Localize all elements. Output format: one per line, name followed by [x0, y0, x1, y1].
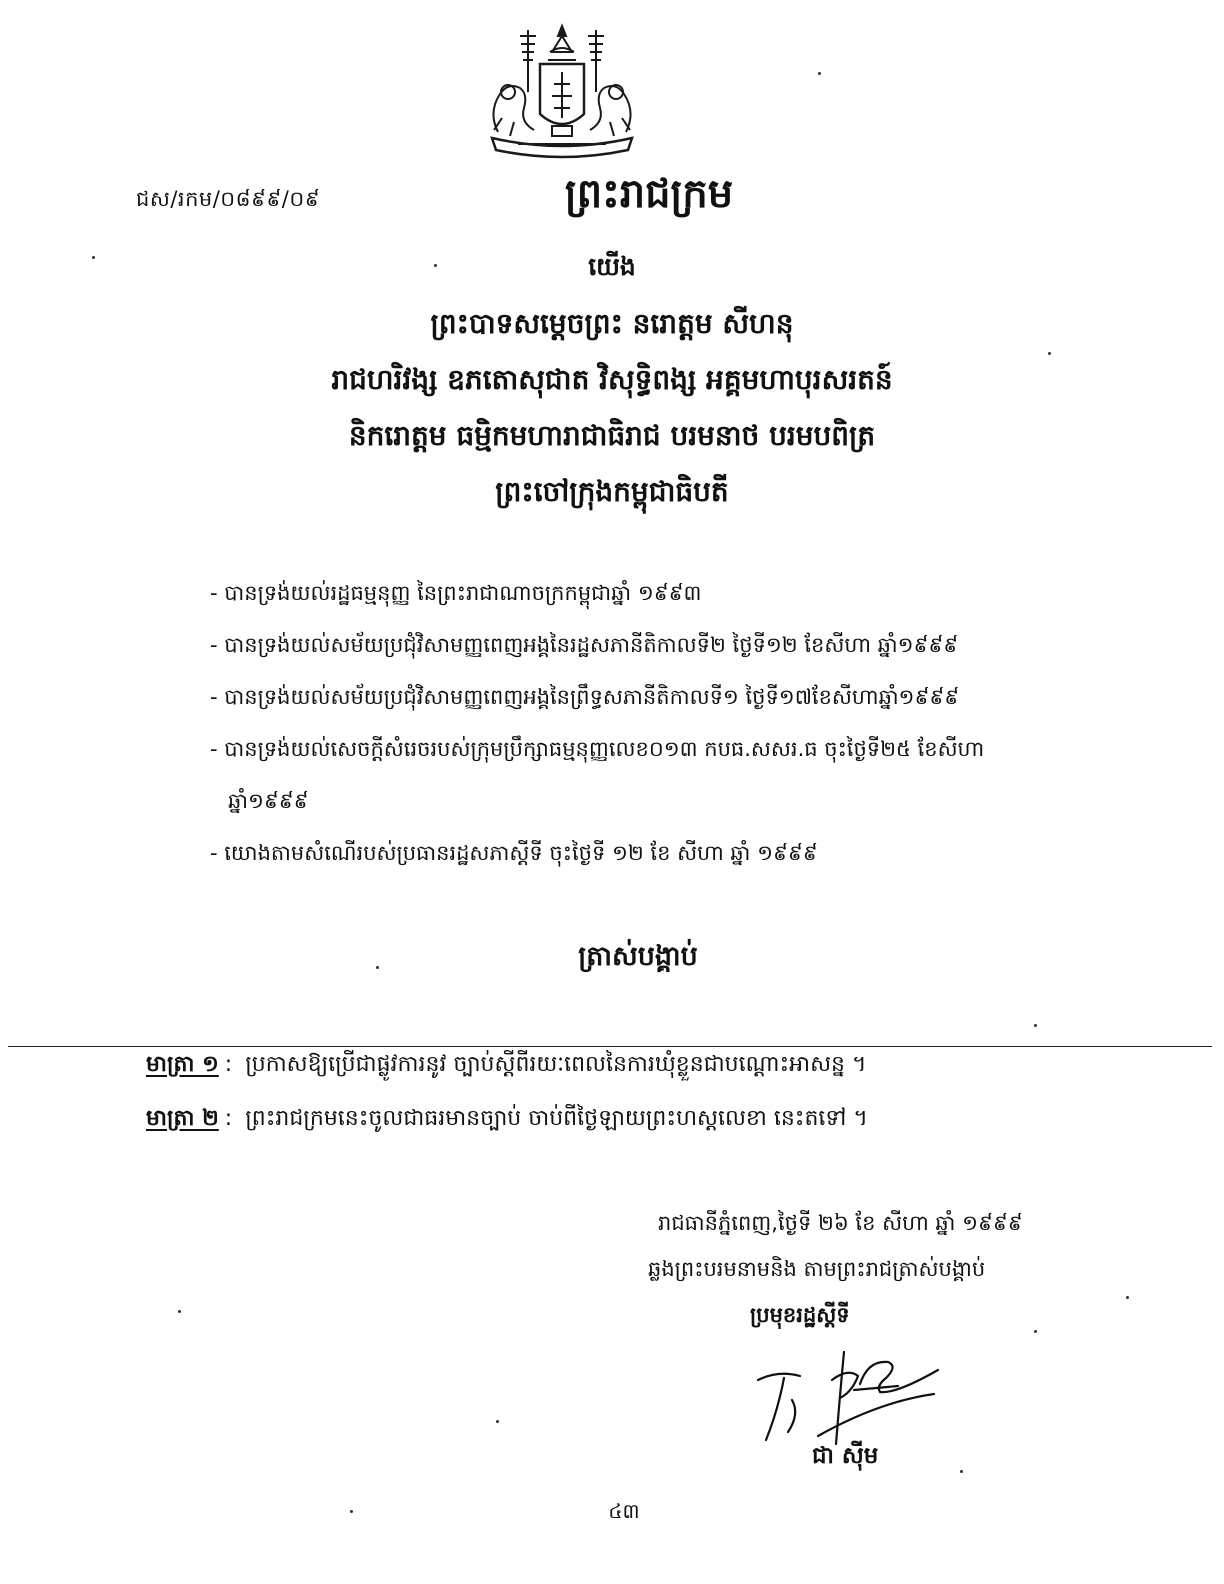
scan-speck — [496, 1420, 499, 1423]
scan-speck — [178, 1310, 181, 1313]
scan-speck — [434, 264, 437, 267]
handwritten-signature — [748, 1340, 948, 1450]
article-text: ព្រះរាជក្រមនេះចូលជាធរមានច្បាប់ ចាប់ពីថ្ងៃឡាយព្រះហស្តលេខា នេះតទៅ ។ — [245, 1106, 868, 1131]
page-number: ៤៣ — [608, 1499, 640, 1523]
signer-role: ប្រមុខរដ្ឋស្តីទី — [750, 1303, 850, 1327]
heading-king-line-3: និករោត្តម ធម្មិកមហារាជាធិរាជ បរមនាថ បរមបពិត្រ — [348, 419, 876, 452]
heading-king-line-1: ព្រះបាទសម្តេចព្រះ នរោត្តម សីហនុ — [430, 307, 794, 340]
document-number: ជស/រកម/០៨៩៩/០៩ — [136, 187, 321, 211]
countersign-line: ឆ្លងព្រះបរមនាមនិង តាមព្រះរាជត្រាស់បង្គាប់ — [648, 1257, 986, 1281]
article-label: មាត្រា ២ — [146, 1106, 219, 1131]
royal-coat-of-arms-icon — [478, 22, 646, 160]
scan-speck — [960, 1470, 963, 1473]
recital-item: - យោងតាមសំណើរបស់ប្រធានរដ្ឋសភាស្តីទី ចុះថ្ងៃទី ១២ ខែ សីហា ឆ្នាំ ១៩៩៩ — [210, 841, 818, 865]
scan-speck — [1034, 1330, 1037, 1333]
scan-speck — [1034, 1024, 1037, 1027]
scan-speck — [350, 1510, 353, 1513]
article-separator: : — [224, 1052, 233, 1077]
article-separator: : — [224, 1106, 233, 1131]
scan-speck — [818, 72, 821, 75]
recital-item: - បានទ្រង់យល់សេចក្តីសំរេចរបស់ក្រុមប្រឹក្សាធម្មនុញ្ញលេខ០១៣ កបធ.សសរ.ធ ចុះថ្ងៃទី២៥ ខែសីហា — [210, 737, 985, 761]
scan-speck — [1126, 1296, 1129, 1299]
heading-king-line-2: រាជហរិវង្ស ឧភតោសុជាត វិសុទ្ធិពង្ស អគ្គមហាបុរសរតន៍ — [331, 363, 893, 396]
horizontal-rule — [8, 1046, 1212, 1047]
scan-speck — [92, 256, 95, 259]
decree-heading: ត្រាស់បង្គាប់ — [578, 941, 698, 972]
scan-speck — [376, 966, 379, 969]
recital-item: - បានទ្រង់យល់សម័យប្រជុំវិសាមញ្ញពេញអង្គនៃព្រឹទ្ធសភានីតិកាលទី១ ថ្ងៃទី១៧ខែសីហាឆ្នាំ១៩៩៩ — [210, 685, 960, 709]
scan-speck — [1048, 352, 1051, 355]
recital-item: - បានទ្រង់យល់សម័យប្រជុំវិសាមញ្ញពេញអង្គនៃរដ្ឋសភានីតិកាលទី២ ថ្ងៃទី១២ ខែសីហា ឆ្នាំ១៩៩៩ — [210, 633, 959, 657]
place-and-date: រាជធានីភ្នំពេញ,ថ្ងៃទី ២៦ ខែ សីហា ឆ្នាំ ១៩៩៩ — [658, 1211, 1023, 1235]
article-2 — [146, 1104, 868, 1136]
recital-item-continuation: ឆ្នាំ១៩៩៩ — [228, 789, 309, 813]
article-1 — [146, 1050, 866, 1082]
heading-king-line-4: ព្រះចៅក្រុងកម្ពុជាធិបតី — [495, 475, 729, 508]
heading-we: យើង — [588, 252, 636, 281]
article-text: ប្រកាសឱ្យប្រើជាផ្លូវការនូវ ច្បាប់ស្តីពីរយៈពេលនៃការឃុំខ្លួនជាបណ្តោះអាសន្ន ។ — [245, 1052, 867, 1077]
signer-name: ជា ស៊ីម — [812, 1443, 879, 1469]
article-label: មាត្រា ១ — [146, 1052, 219, 1077]
recital-item: - បានទ្រង់យល់រដ្ឋធម្មនុញ្ញ នៃព្រះរាជាណាចក្រកម្ពុជាឆ្នាំ ១៩៩៣ — [210, 581, 702, 605]
document-title: ព្រះរាជក្រម — [564, 171, 734, 217]
